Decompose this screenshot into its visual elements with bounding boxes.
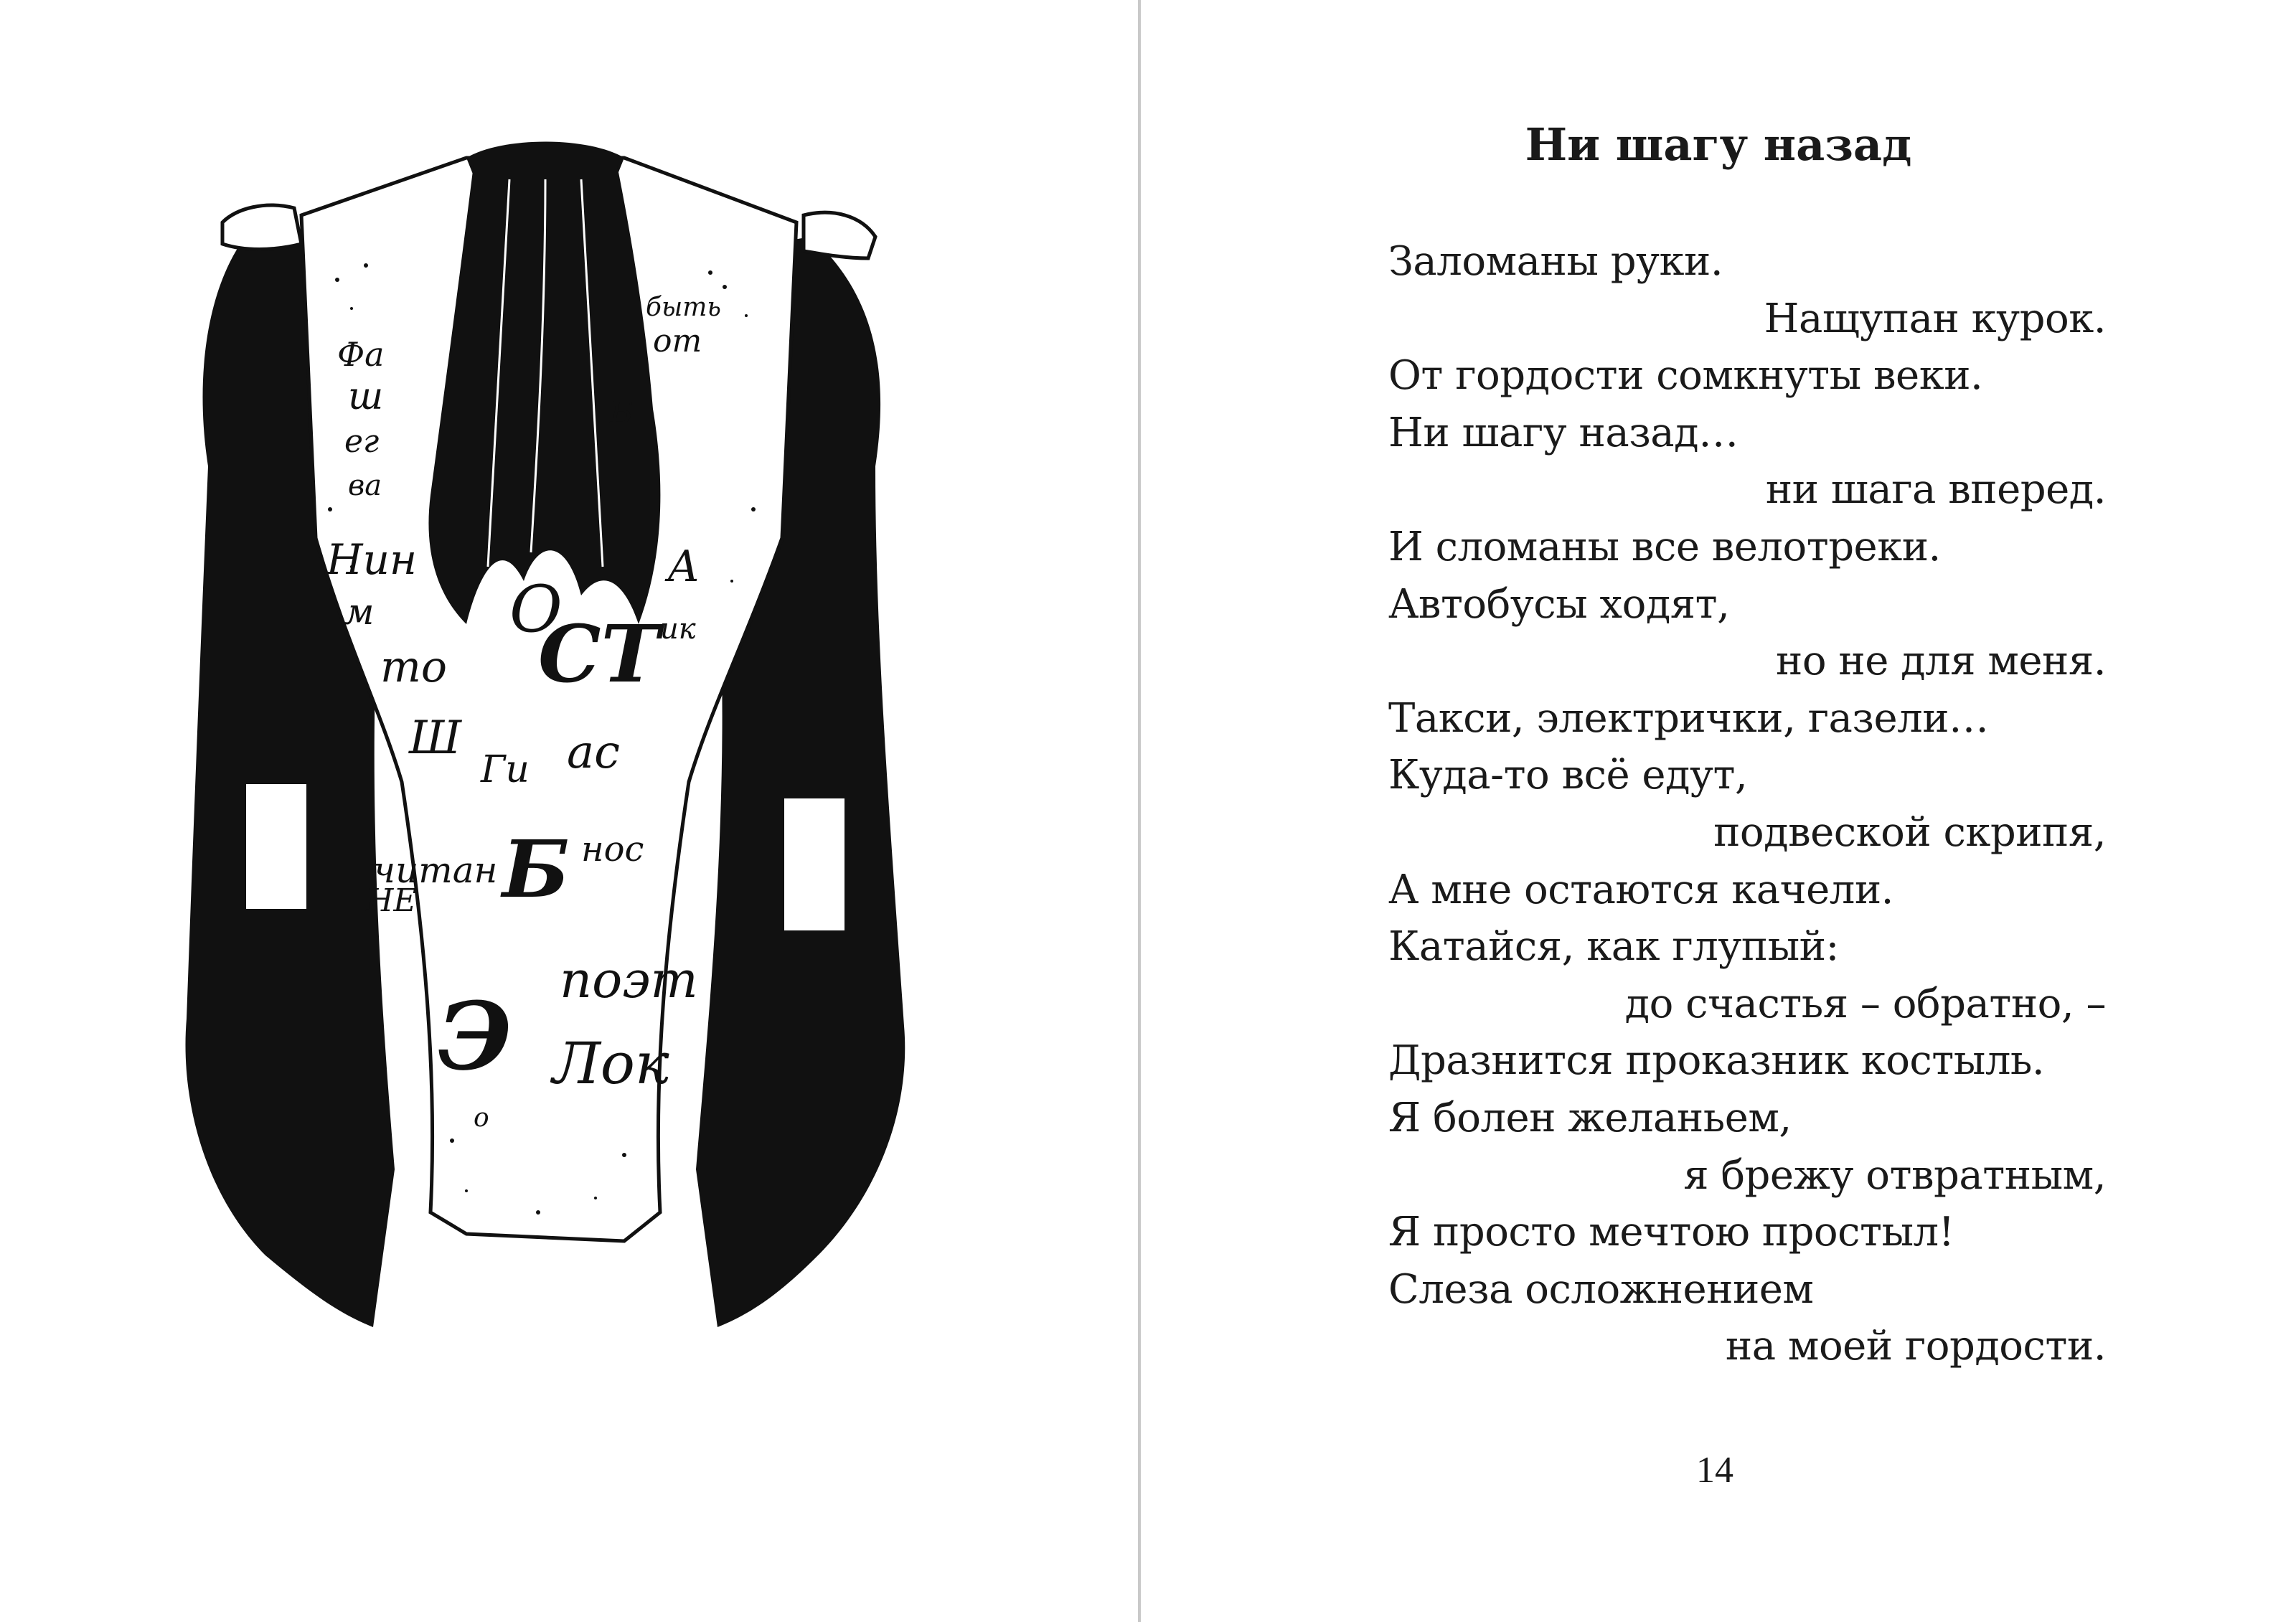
illustration-svg — [165, 136, 954, 1399]
svg-text:ас: ас — [567, 726, 620, 779]
svg-text:Б: Б — [610, 395, 634, 431]
svg-text:Э: Э — [438, 981, 512, 1091]
svg-text:поэт: поэт — [560, 951, 698, 1009]
svg-text:Лок: Лок — [552, 1030, 669, 1097]
poem-line: Заломаны руки. — [1388, 238, 1723, 285]
svg-text:Ш: Ш — [409, 712, 462, 765]
poem-line: Дразнится проказник костыль. — [1388, 1037, 2045, 1085]
poem-line: до счастья – обратно, – — [1624, 980, 2106, 1027]
svg-text:ш: ш — [348, 375, 384, 418]
poem-line: Я просто мечтою простыл! — [1388, 1209, 1954, 1256]
svg-text:о: о — [474, 1103, 489, 1133]
poem-line: Ни шагу назад… — [1388, 409, 1739, 456]
svg-text:ва: ва — [348, 469, 382, 502]
poem-line: но не для меня. — [1776, 638, 2106, 685]
poem-line: От гордости сомкнуты веки. — [1388, 352, 1983, 400]
poem-line: я брежу отвратным, — [1683, 1151, 2106, 1199]
svg-text:ик: ик — [660, 613, 696, 646]
svg-text:О: О — [509, 572, 563, 647]
svg-text:быть: быть — [646, 293, 722, 322]
left-page — [0, 0, 1138, 1622]
svg-text:А: А — [667, 542, 700, 592]
poem-line: И сломаны все велотреки. — [1388, 523, 1941, 570]
svg-text:СТ: СТ — [538, 608, 660, 700]
poem-line: А мне остаются качели. — [1388, 866, 1893, 913]
svg-text:читан: читан — [373, 849, 498, 891]
poem-line: Катайся, как глупый: — [1388, 923, 1839, 971]
svg-text:Ги: Ги — [481, 748, 530, 791]
svg-text:то: то — [380, 642, 448, 692]
page-number: 14 — [1696, 1450, 1733, 1491]
svg-text:Б: Б — [502, 823, 570, 915]
svg-text:от: от — [653, 323, 702, 359]
poem-line: Я болен желаньем, — [1388, 1094, 1792, 1141]
poem-line: Автобусы ходят, — [1388, 580, 1730, 628]
vest-illustration — [165, 136, 954, 1399]
svg-text:м: м — [344, 591, 375, 633]
poem-line: подвеской скрипя, — [1713, 808, 2106, 856]
svg-text:ег: ег — [344, 423, 380, 460]
poem-line: Нащупан курок. — [1764, 295, 2106, 342]
poem-line: Слеза осложнением — [1388, 1265, 1814, 1313]
svg-text:Фа: Фа — [337, 335, 385, 374]
poem-line: Такси, электрички, газели… — [1388, 694, 1989, 742]
right-page — [1141, 0, 2296, 1622]
poem-line: ни шага вперед. — [1765, 466, 2106, 514]
poem-line: Куда-то всё едут, — [1388, 752, 1748, 799]
poem-line: на моей гордости. — [1725, 1323, 2106, 1370]
poem-body — [1388, 233, 2106, 1375]
svg-text:Нин: Нин — [326, 535, 418, 584]
svg-text:НЕ: НЕ — [366, 882, 417, 919]
poem-title: Ни шагу назад — [1525, 118, 1912, 171]
svg-text:нос: нос — [581, 829, 644, 869]
